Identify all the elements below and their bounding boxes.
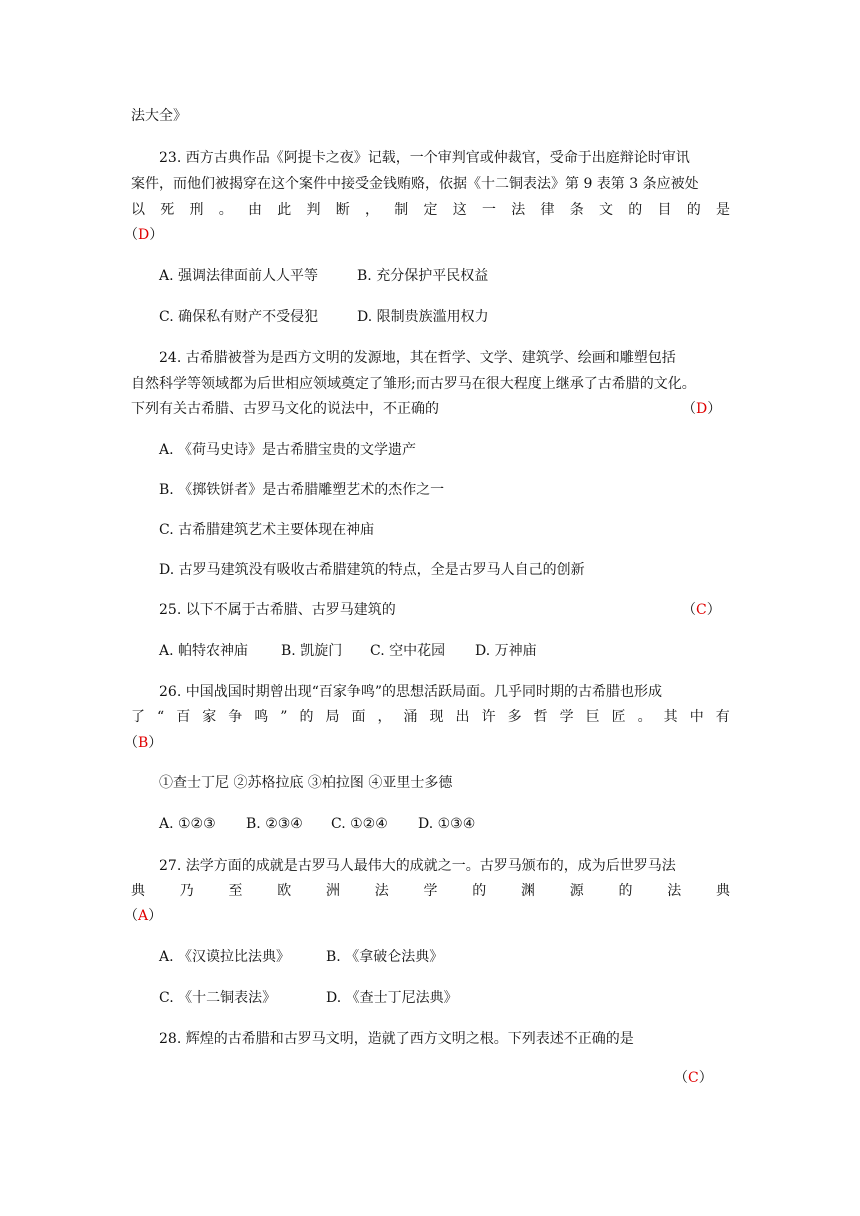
option-d: D. 古罗马建筑没有吸收古希腊建筑的特点，全是古罗马人自己的创新: [159, 562, 585, 578]
option-b: B. 《掷铁饼者》是古希腊雕塑艺术的杰作之一: [159, 482, 445, 498]
answer-bracket: （C）: [674, 1070, 713, 1086]
question-stem-line: 25. 以下不属于古希腊、古罗马建筑的: [159, 602, 396, 618]
option-d: D. ①③④: [418, 816, 476, 832]
justified-stem-line: 以 死 刑 。 由 此 判 断 ， 制 定 这 一 法 律 条 文 的 目 的 是: [131, 202, 730, 218]
option-a: A. 强调法律面前人人平等: [159, 268, 319, 284]
option-b: B. 《拿破仑法典》: [326, 949, 444, 965]
answer-letter: B: [138, 735, 149, 751]
choice-items: ①查士丁尼 ②苏格拉底 ③柏拉图 ④亚里士多德: [159, 775, 453, 791]
answer-bracket: （C）: [682, 602, 721, 618]
option-a: A. ①②③: [159, 816, 216, 832]
option-c: C. 空中花园: [370, 643, 446, 659]
answer-letter: C: [688, 1070, 699, 1086]
option-d: D. 《查士丁尼法典》: [326, 990, 458, 1006]
option-c: C. ①②④: [331, 816, 388, 832]
option-c: C. 确保私有财产不受侵犯: [159, 309, 319, 325]
option-c: C. 古希腊建筑艺术主要体现在神庙: [159, 522, 375, 538]
answer-bracket: （B）: [124, 735, 163, 751]
question-stem-line: 28. 辉煌的古希腊和古罗马文明，造就了西方文明之根。下列表述不正确的是: [159, 1031, 634, 1047]
question-stem-line: 23. 西方古典作品《阿提卡之夜》记载，一个审判官或仲裁官，受命于出庭辩论时审讯: [159, 150, 690, 166]
option-a: A. 《荷马史诗》是古希腊宝贵的文学遗产: [159, 442, 417, 458]
answer-letter: D: [138, 227, 150, 243]
answer-bracket: （A）: [124, 908, 163, 924]
option-a: A. 帕特农神庙: [159, 643, 249, 659]
option-c: C. 《十二铜表法》: [159, 990, 277, 1006]
option-b: B. 凯旋门: [281, 643, 343, 659]
option-b: B. 充分保护平民权益: [357, 268, 489, 284]
justified-stem-line: 了 “ 百 家 争 鸣 ” 的 局 面 ， 涌 现 出 许 多 哲 学 巨 匠 。 其 中 有: [131, 709, 730, 725]
option-a: A. 《汉谟拉比法典》: [159, 949, 291, 965]
question-stem-line: 27. 法学方面的成就是古罗马人最伟大的成就之一。古罗马颁布的，成为后世罗马法: [159, 858, 676, 874]
answer-letter: C: [696, 602, 707, 618]
answer-bracket: （D）: [124, 227, 164, 243]
answer-letter: A: [138, 908, 149, 924]
question-stem-line: 26. 中国战国时期曾出现“百家争鸣”的思想活跃局面。几乎同时期的古希腊也形成: [159, 684, 663, 700]
question-stem-line: 24. 古希腊被誉为是西方文明的发源地，其在哲学、文学、建筑学、绘画和雕塑包括: [159, 350, 676, 366]
question-stem-line: 案件，而他们被揭穿在这个案件中接受金钱贿赂，依据《十二铜表法》第 9 表第 3 条应被处: [131, 176, 699, 192]
answer-letter: D: [696, 401, 708, 417]
justified-stem-line: 典 乃 至 欧 洲 法 学 的 渊 源 的 法 典: [131, 883, 730, 899]
question-stem-line: 下列有关古希腊、古罗马文化的说法中，不正确的: [131, 401, 439, 417]
question-stem-line: 自然科学等领域都为后世相应领域奠定了雏形;而古罗马在很大程度上继承了古希腊的文化。: [131, 376, 696, 392]
option-d: D. 万神庙: [475, 643, 537, 659]
answer-bracket: （D）: [682, 401, 722, 417]
option-b: B. ②③④: [246, 816, 303, 832]
continuation-text: 法大全》: [131, 108, 187, 124]
option-d: D. 限制贵族滥用权力: [357, 309, 489, 325]
